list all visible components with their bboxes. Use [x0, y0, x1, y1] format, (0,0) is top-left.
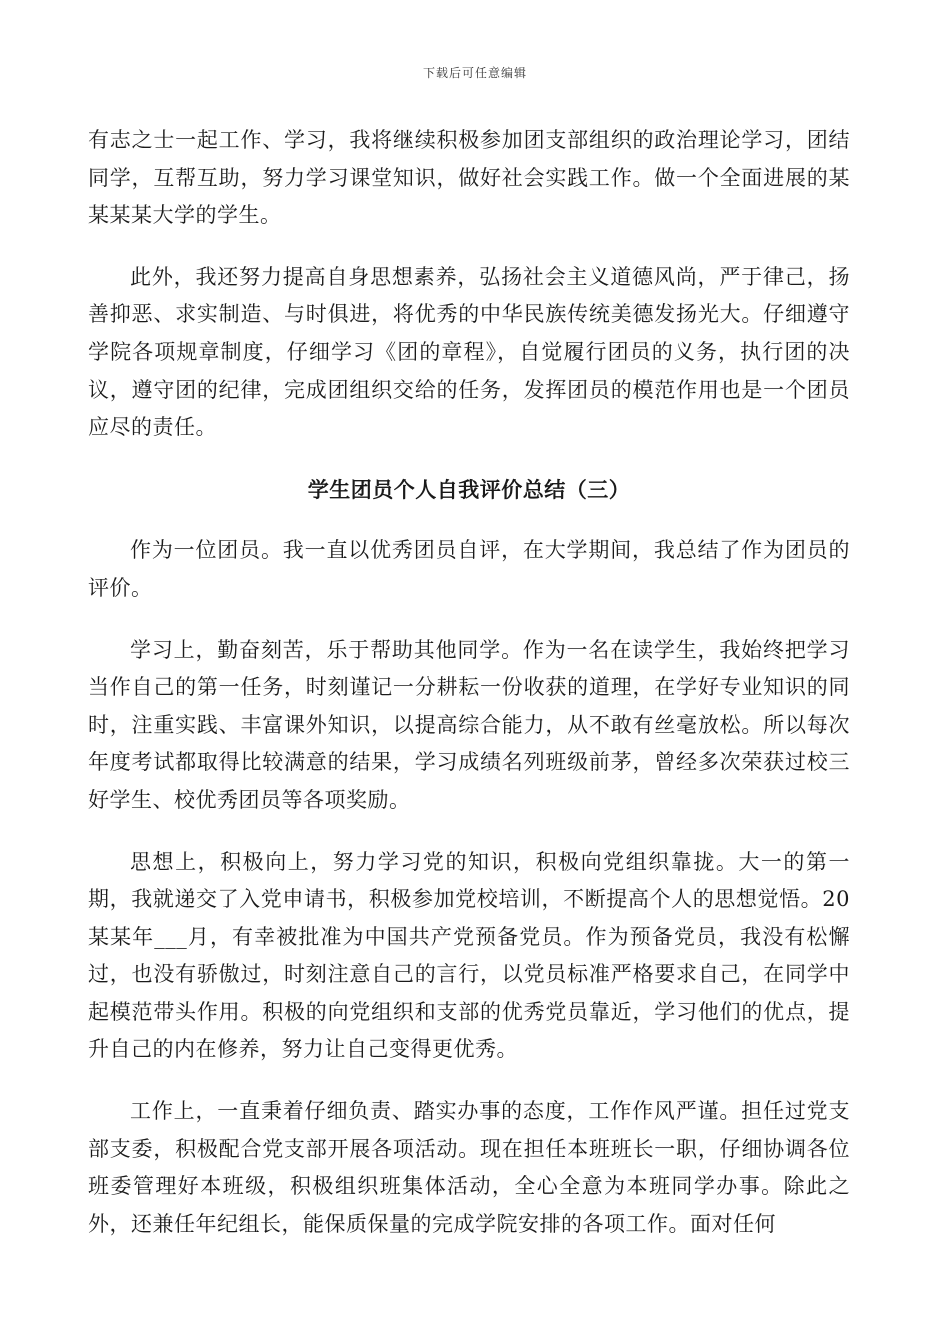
paragraph-work: 工作上，一直秉着仔细负责、踏实办事的态度，工作作风严谨。担任过党支部支委，积极配合党支部开展各项活动。现在担任本班班长一职，仔细协调各位班委管理好本班级，积极组织班集体活动，全心全意为本班同学办事。除此之外，还兼任年纪组长，能保质保量的完成学院安排的各项工作。面对任何	[88, 1099, 850, 1236]
document-body	[88, 122, 850, 1267]
section-title: 学生团员个人自我评价总结（三）	[307, 476, 631, 502]
paragraph-intro: 作为一位团员。我一直以优秀团员自评，在大学期间，我总结了作为团员的评价。	[88, 538, 850, 600]
page-header-note: 下载后可任意编辑	[422, 66, 527, 80]
paragraph-ethics: 此外，我还努力提高自身思想素养，弘扬社会主义道德风尚，严于律己，扬善抑恶、求实制造、与时俱进，将优秀的中华民族传统美德发扬光大。仔细遵守学院各项规章制度，仔细学习《团的章程》，自觉履行团员的义务，执行团的决议，遵守团的纪律，完成团组织交给的任务，发挥团员的模范作用也是一个团员应尽的责任。	[88, 264, 850, 440]
paragraph-thought: 思想上，积极向上，努力学习党的知识，积极向党组织靠拢。大一的第一期，我就递交了入党申请书，积极参加党校培训，不断提高个人的思想觉悟。20某某年___月，有幸被批准为中国共产党预备党员。作为预备党员，我没有松懈过，也没有骄傲过，时刻注意自己的言行，以党员标准严格要求自己，在同学中起模范带头作用。积极的向党组织和支部的优秀党员靠近，学习他们的优点，提升自己的内在修养，努力让自己变得更优秀。	[88, 849, 850, 1062]
paragraph-study: 学习上，勤奋刻苦，乐于帮助其他同学。作为一名在读学生，我始终把学习当作自己的第一任务，时刻谨记一分耕耘一份收获的道理，在学好专业知识的同时，注重实践、丰富课外知识，以提高综合能力，从不敢有丝毫放松。所以每次年度考试都取得比较满意的结果，学习成绩名列班级前茅，曾经多次荣获过校三好学生、校优秀团员等各项奖励。	[88, 637, 850, 812]
paragraph-continuation: 有志之士一起工作、学习，我将继续积极参加团支部组织的政治理论学习，团结同学，互帮互助，努力学习课堂知识，做好社会实践工作。做一个全面进展的某某某某大学的学生。	[88, 128, 850, 228]
